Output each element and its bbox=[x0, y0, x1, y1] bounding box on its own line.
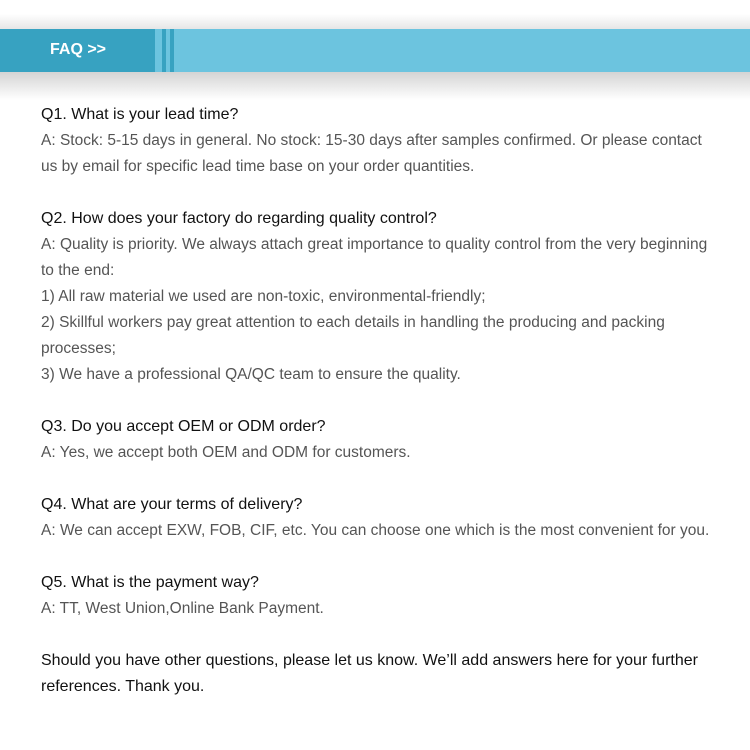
faq-question: Q2. How does your factory do regarding quality control? bbox=[41, 210, 437, 227]
faq-answer: A: Stock: 5-15 days in general. No stock: 15-30 days after samples confirmed. Or please contact us by email for specific lead time base on your order quantities. bbox=[41, 132, 702, 175]
faq-item bbox=[41, 570, 721, 622]
faq-item bbox=[41, 102, 721, 180]
faq-answer: A: TT, West Union,Online Bank Payment. bbox=[41, 600, 324, 617]
closing-note: Should you have other questions, please let us know. We’ll add answers here for your further references. Thank you. bbox=[41, 652, 698, 695]
faq-answer-point: 2) Skillful workers pay great attention to each details in handling the producing and packing processes; bbox=[41, 314, 665, 357]
header-shadow bbox=[0, 14, 750, 29]
faq-question: Q3. Do you accept OEM or ODM order? bbox=[41, 418, 326, 435]
faq-answer-point: 3) We have a professional QA/QC team to ensure the quality. bbox=[41, 366, 461, 383]
header-shadow bbox=[0, 72, 750, 100]
faq-question: Q5. What is the payment way? bbox=[41, 574, 259, 591]
faq-answer: A: Quality is priority. We always attach great importance to quality control from the very beginning to the end: bbox=[41, 236, 708, 279]
faq-header-band bbox=[0, 29, 750, 72]
faq-answer: A: Yes, we accept both OEM and ODM for customers. bbox=[41, 444, 411, 461]
faq-item bbox=[41, 414, 721, 466]
faq-answer-point: 1) All raw material we used are non-toxic, environmental-friendly; bbox=[41, 288, 486, 305]
faq-answer: A: We can accept EXW, FOB, CIF, etc. You can choose one which is the most convenient for you. bbox=[41, 522, 710, 539]
header-stripe bbox=[170, 29, 174, 72]
header-stripe bbox=[162, 29, 166, 72]
faq-item bbox=[41, 206, 721, 388]
faq-item bbox=[41, 492, 721, 544]
faq-question: Q1. What is your lead time? bbox=[41, 106, 239, 123]
faq-title: FAQ >> bbox=[50, 41, 107, 58]
faq-list bbox=[41, 102, 721, 700]
faq-question: Q4. What are your terms of delivery? bbox=[41, 496, 303, 513]
